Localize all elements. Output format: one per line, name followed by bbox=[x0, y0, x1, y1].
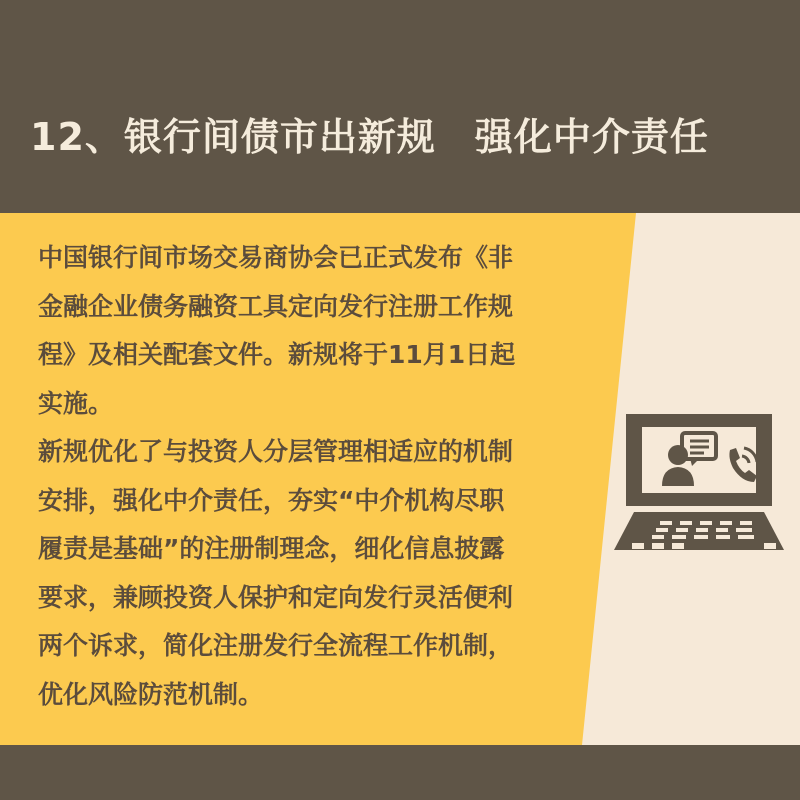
text-line: 两个诉求，简化注册发行全流程工作机制， bbox=[38, 631, 514, 660]
text-line: 安排，强化中介责任，夯实“中介机构尽职 bbox=[38, 485, 505, 515]
footer-band bbox=[0, 745, 800, 800]
text-line: 实施。 bbox=[38, 388, 114, 418]
text-line: 履责是基础”的注册制理念，细化信息披露 bbox=[38, 534, 505, 563]
body-text bbox=[38, 234, 598, 719]
header-band bbox=[0, 0, 800, 213]
text-line: 要求，兼顾投资人保护和定向发行灵活便利 bbox=[38, 582, 514, 612]
text-line: 金融企业债务融资工具定向发行注册工作规 bbox=[38, 291, 514, 321]
text-line: 优化风险防范机制。 bbox=[38, 679, 264, 709]
text-line: 新规优化了与投资人分层管理相适应的机制 bbox=[38, 437, 514, 466]
page-title: 12、银行间债市出新规 强化中介责任 bbox=[30, 115, 709, 159]
person-icon bbox=[668, 445, 688, 465]
text-line: 程》及相关配套文件。新规将于11月1日起 bbox=[38, 340, 516, 369]
laptop-video-call-icon bbox=[608, 410, 788, 560]
text-line: 中国银行间市场交易商协会已正式发布《非 bbox=[38, 243, 514, 272]
